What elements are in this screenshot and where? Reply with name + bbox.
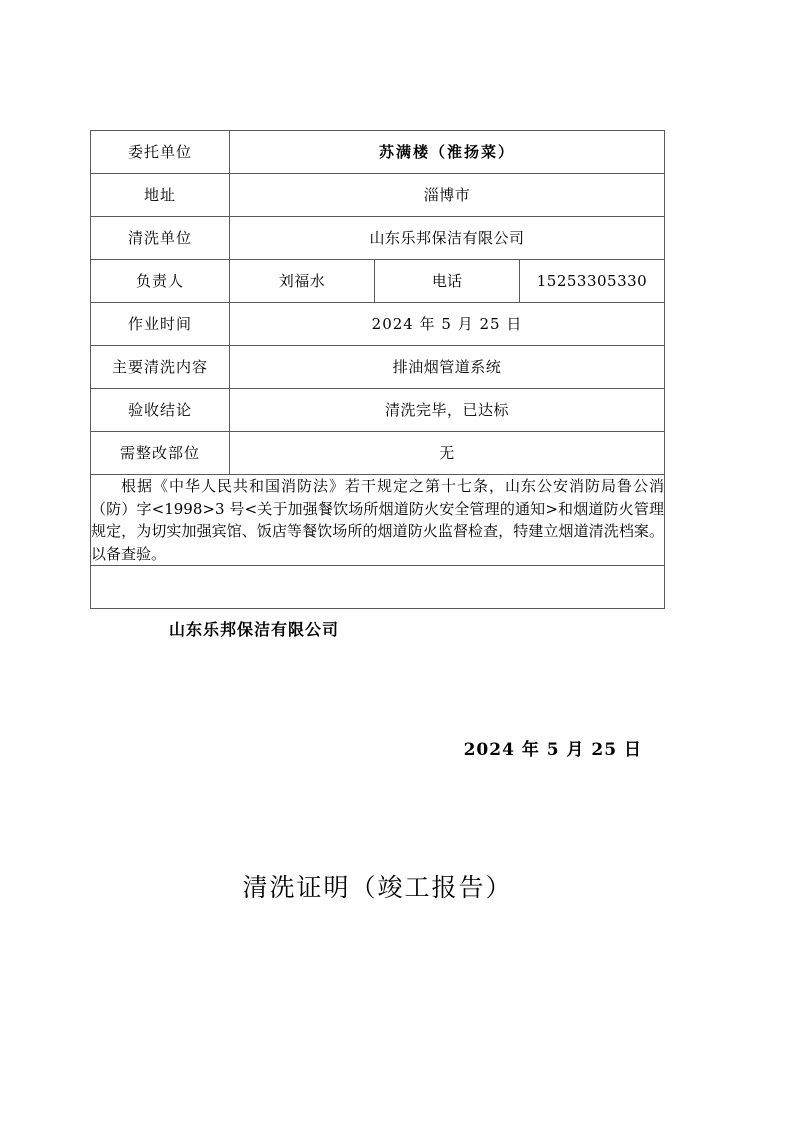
table-row [91, 346, 665, 389]
row-value-work-date: 2024 年 5 月 25 日 [230, 303, 665, 346]
regulation-paragraph: 根据《中华人民共和国消防法》若干规定之第十七条，山东公安消防局鲁公消（防）字<1998>3 号<关于加强餐饮场所烟道防火安全管理的通知>和烟道防火管理规定，为切实加强宾馆、饭店等餐饮场所的烟道防火监督检查，特建立烟道清洗档案。以备查验。 [91, 477, 664, 563]
cleaning-certificate-table [90, 130, 665, 760]
regulation-paragraph-cell [91, 475, 665, 566]
row-label-rectification: 需整改部位 [91, 432, 230, 475]
row-label-manager: 负责人 [91, 260, 230, 303]
table-row [91, 303, 665, 346]
table-row [91, 432, 665, 475]
table-row [91, 174, 665, 217]
row-label-conclusion: 验收结论 [91, 389, 230, 432]
table-row [91, 131, 665, 174]
row-value-phone: 15253305330 [520, 260, 665, 303]
signature-date: 2024 年 5 月 25 日 [463, 740, 642, 760]
signature-cell [91, 566, 665, 760]
table-row [91, 475, 665, 566]
row-value-rectification: 无 [230, 432, 665, 475]
row-value-content: 排油烟管道系统 [230, 346, 665, 389]
document-footer-title: 清洗证明（竣工报告） [242, 873, 513, 902]
table-row [91, 389, 665, 432]
row-value-cleaning-company: 山东乐邦保洁有限公司 [230, 217, 665, 260]
table-row [91, 260, 665, 303]
row-label-phone: 电话 [375, 260, 520, 303]
row-value-conclusion: 清洗完毕，已达标 [230, 389, 665, 432]
row-label-cleaning-company: 清洗单位 [91, 217, 230, 260]
row-value-address: 淄博市 [230, 174, 665, 217]
row-label-work-date: 作业时间 [91, 303, 230, 346]
row-label-address: 地址 [91, 174, 230, 217]
signature-company: 山东乐邦保洁有限公司 [169, 620, 340, 639]
row-value-manager: 刘福水 [230, 260, 375, 303]
row-value-client: 苏满楼（淮扬菜） [230, 131, 665, 174]
row-label-content: 主要清洗内容 [91, 346, 230, 389]
table-row [91, 217, 665, 260]
row-label-client: 委托单位 [91, 131, 230, 174]
table-row [91, 566, 665, 609]
